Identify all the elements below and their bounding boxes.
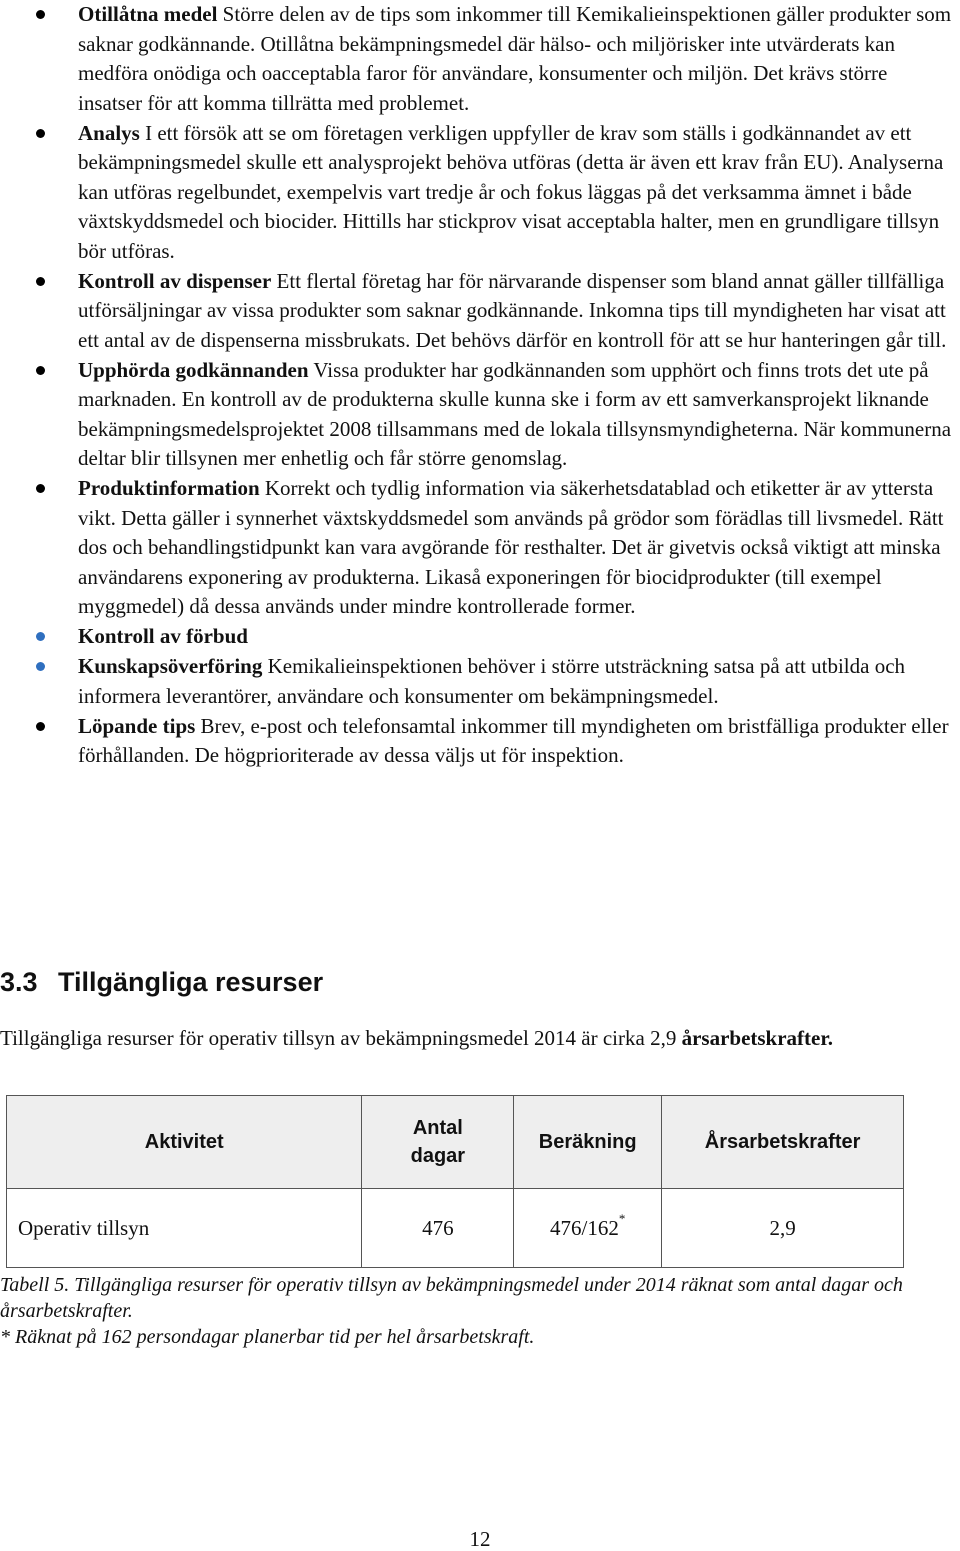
resources-table xyxy=(6,1095,904,1268)
column-header-days xyxy=(362,1096,514,1189)
bullet-icon xyxy=(36,366,45,375)
list-item-text: Ett flertal företag har för närvarande dispenser som bland annat gäller tillfälliga utförsäljningar av vissa produkter som saknar godkännande. Inkomna tips till myndigheten har visat att ett antal av de dispenserna missbrukats. Det behövs därför en kontroll för att se hur hanteringen går till. xyxy=(78,268,947,352)
list-item-term: Upphörda godkännanden xyxy=(78,357,309,382)
list-item xyxy=(0,652,960,711)
list-item-term: Produktinformation xyxy=(78,476,260,500)
column-header-days-line2: dagar xyxy=(410,1145,466,1167)
footnote-marker: * xyxy=(618,1210,626,1226)
cell-days: 476 xyxy=(362,1189,514,1268)
table-footnote: * Räknat på 162 persondagar planerbar tid per hel årsarbetskraft. xyxy=(0,1326,535,1348)
intro-strong-text: årsarbetskrafter. xyxy=(681,1026,834,1050)
list-item xyxy=(0,622,960,652)
section-number: 3.3 xyxy=(0,967,38,997)
priority-list xyxy=(0,0,960,771)
bullet-icon xyxy=(36,722,45,731)
bullet-icon xyxy=(36,10,45,19)
bullet-icon xyxy=(36,277,45,286)
section-heading xyxy=(0,964,323,1000)
list-item-text: Brev, e-post och telefonsamtal inkommer till myndigheten om bristfälliga produkter eller förhållanden. De högprioriterade av dessa väljs ut för inspektion. xyxy=(78,713,949,767)
column-header-days-line1: Antal xyxy=(412,1117,463,1139)
list-item-text: Kemikalieinspektionen behöver i större utsträckning satsa på att utbilda och informera leverantörer, användare och konsumenter om bekämpningsmedel. xyxy=(78,654,906,708)
table-row xyxy=(7,1189,904,1268)
list-item-text: Vissa produkter har godkännanden som upphört och finns trots det ute på marknaden. En kontroll av de produkterna skulle kunna ske i form av ett samverkansprojekt liknande bekämpningsmedelsprojektet 2008 tillsammans med de lokala tillsynsmyndigheterna. När kommunerna deltar blir tillsynen mer enhetlig och får större genomslag. xyxy=(78,357,952,470)
cell-activity: Operativ tillsyn xyxy=(7,1189,362,1268)
column-header-calculation: Beräkning xyxy=(514,1096,662,1189)
bullet-icon xyxy=(36,129,45,138)
bullet-icon xyxy=(36,632,45,641)
list-item-text: Större delen av de tips som inkommer till Kemikalieinspektionen gäller produkter som saknar godkännande. Otillåtna bekämpningsmedel där hälso- och miljörisker inte utvärderats kan medföra onödiga och oacceptabla faror för användare, konsumenter och miljön. Det krävs större insatser för att komma tillrätta med problemet. xyxy=(78,2,952,115)
column-header-fte: Årsarbetskrafter xyxy=(662,1096,904,1189)
bullet-icon xyxy=(36,484,45,493)
intro-paragraph xyxy=(0,1024,900,1054)
list-item xyxy=(0,119,960,267)
cell-calculation-value: 476/162 xyxy=(550,1215,619,1240)
list-item-term: Analys xyxy=(78,120,140,145)
list-item xyxy=(0,267,960,356)
page-number: 12 xyxy=(469,1527,491,1551)
table-header-row xyxy=(7,1096,904,1189)
cell-fte: 2,9 xyxy=(662,1189,904,1268)
list-item-term: Kontroll av dispenser xyxy=(78,268,272,293)
bullet-icon xyxy=(36,662,45,671)
list-item-term: Kontroll av förbud xyxy=(78,624,248,648)
section-title: Tillgängliga resurser xyxy=(58,967,324,997)
list-item-term: Otillåtna medel xyxy=(78,2,218,26)
list-item xyxy=(0,474,960,622)
list-item xyxy=(0,0,960,118)
list-item-term: Kunskapsöverföring xyxy=(78,654,263,678)
column-header-activity: Aktivitet xyxy=(7,1096,362,1189)
list-item xyxy=(0,356,960,474)
list-item-term: Löpande tips xyxy=(78,713,196,738)
table-caption: Tabell 5. Tillgängliga resurser för operativ tillsyn av bekämpningsmedel under 2014 räknat som antal dagar och årsarbetskrafter. xyxy=(0,1274,903,1322)
list-item xyxy=(0,712,960,771)
list-item-text: Korrekt och tydlig information via säkerhetsdatablad och etiketter är av yttersta vikt. Detta gäller i synnerhet växtskyddsmedel som används på grödor som förädlas till livsmedel. Rätt dos och behandlingstidpunkt kan vara avgörande för resthalter. Det är givetvis också viktigt att minska användarens exponering av produkterna. Likaså exponeringen för biocidprodukter (till exempel myggmedel) då dessa används under mindre kontrollerade former. xyxy=(78,476,944,618)
intro-text: Tillgängliga resurser för operativ tillsyn av bekämpningsmedel 2014 är cirka 2,9 xyxy=(0,1026,682,1050)
list-item-text: I ett försök att se om företagen verkligen uppfyller de krav som ställs i godkännandet av ett bekämpningsmedel skulle ett analysprojekt behöva utföras (detta är även ett krav från EU). Analyserna kan utföras regelbundet, exempelvis vart tredje år och fokus läggas på det verksamma ämnet i både växtskyddsmedel och biocider. Hittills har stickprov visat acceptabla halter, men en grundligare tillsyn bör utföras. xyxy=(78,120,944,263)
cell-calculation xyxy=(514,1189,662,1268)
